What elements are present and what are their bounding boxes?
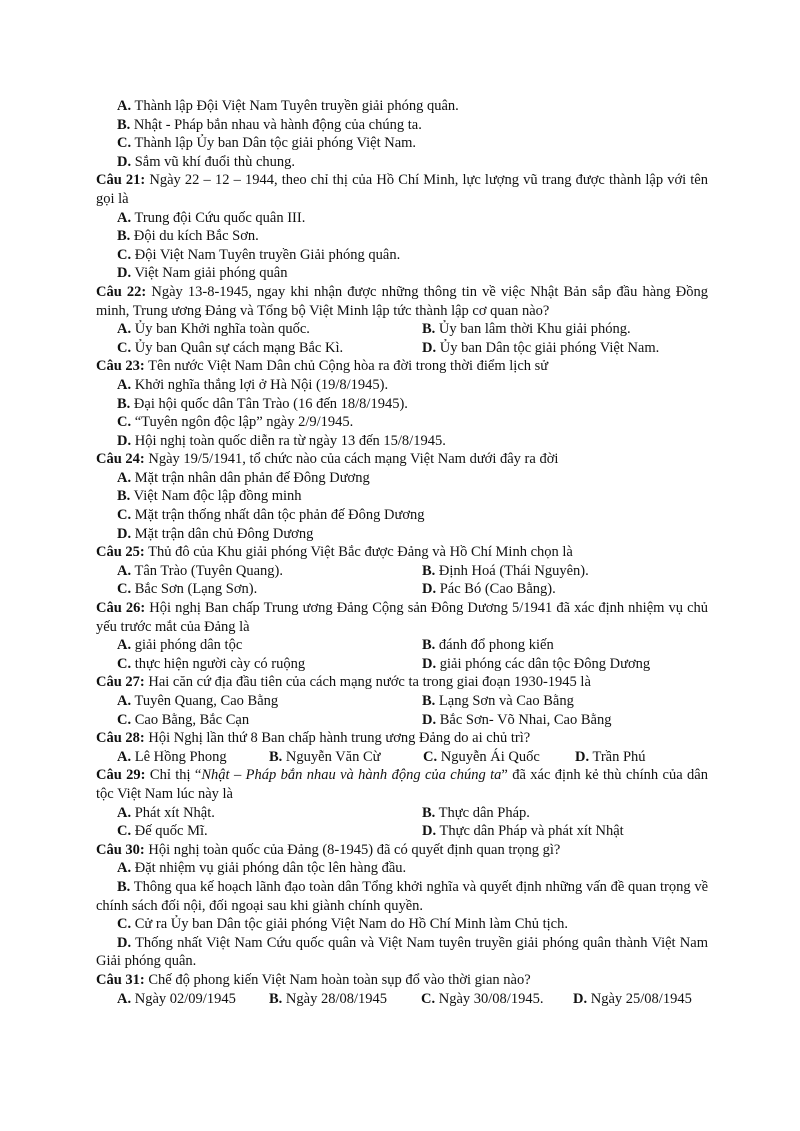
option-row (96, 636, 708, 655)
exam-page (96, 97, 708, 1008)
option-a: A. Tân Trào (Tuyên Quang). (117, 562, 283, 579)
option-row (96, 804, 708, 823)
option-row (96, 655, 708, 674)
option-row (96, 990, 708, 1009)
option-line: C. Đội Việt Nam Tuyên truyền Giải phóng quân. (117, 246, 401, 263)
question-21: Câu 21: Ngày 22 – 12 – 1944, theo chỉ thị của Hồ Chí Minh, lực lượng vũ trang được thành lập với tên gọi là (96, 172, 708, 207)
option-row (96, 562, 708, 581)
question-27: Câu 27: Hai căn cứ địa đầu tiên của cách mạng nước ta trong giai đoạn 1930-1945 là (96, 674, 591, 691)
option-line: B. Đội du kích Bắc Sơn. (117, 228, 259, 245)
option-a: A. giải phóng dân tộc (117, 637, 243, 654)
option-line: A. Khởi nghĩa thắng lợi ở Hà Nội (19/8/1945). (117, 376, 389, 393)
question-23: Câu 23: Tên nước Việt Nam Dân chủ Cộng hòa ra đời trong thời điểm lịch sử (96, 358, 549, 375)
option-a: A. Ngày 02/09/1945 (117, 990, 236, 1007)
option-a: A. Phát xít Nhật. (117, 804, 215, 821)
question-25: Câu 25: Thủ đô của Khu giải phóng Việt Bắc được Đảng và Hồ Chí Minh chọn là (96, 544, 573, 561)
option-d: D. giải phóng các dân tộc Đông Dương (422, 655, 651, 672)
option-line: C. Mặt trận thống nhất dân tộc phản đế Đông Dương (117, 507, 425, 524)
option-c: C. Bắc Sơn (Lạng Sơn). (117, 581, 258, 598)
option-line: D. Hội nghị toàn quốc diễn ra từ ngày 13 đến 15/8/1945. (117, 432, 446, 449)
option-b: B. Nguyễn Văn Cừ (269, 748, 381, 765)
option-line: A. Mặt trận nhân dân phản đế Đông Dương (117, 469, 370, 486)
option-b: B. Ngày 28/08/1945 (269, 990, 388, 1007)
option-line: B. Việt Nam độc lập đồng minh (117, 488, 302, 505)
option-a: A. Lê Hồng Phong (117, 748, 227, 765)
option-b: B. đánh đổ phong kiến (422, 637, 554, 654)
option-line: B. Nhật - Pháp bắn nhau và hành động của chúng ta. (117, 116, 422, 133)
option-line: C. Cử ra Ủy ban Dân tộc giải phóng Việt Nam do Hồ Chí Minh làm Chủ tịch. (117, 916, 568, 933)
option-line: A. Trung đội Cứu quốc quân III. (117, 209, 306, 226)
option-line: D. Thống nhất Việt Nam Cứu quốc quân và Việt Nam tuyên truyền giải phóng quân thành Việt Nam Giải phóng quân. (96, 934, 708, 970)
question-29: Câu 29: Chỉ thị “Nhật – Pháp bắn nhau và hành động của chúng ta” đã xác định kẻ thù chính của dân tộc Việt Nam lúc này là (96, 767, 708, 802)
option-line: D. Sắm vũ khí đuổi thù chung. (117, 153, 296, 170)
option-a: A. Ủy ban Khởi nghĩa toàn quốc. (117, 321, 310, 338)
option-c: C. Ngày 30/08/1945. (421, 990, 544, 1007)
option-line: D. Việt Nam giải phóng quân (117, 265, 288, 282)
option-row (96, 339, 708, 358)
option-a: A. Tuyên Quang, Cao Bằng (117, 693, 279, 709)
option-line: B. Đại hội quốc dân Tân Trào (16 đến 18/8/1945). (117, 395, 408, 412)
option-c: C. Nguyễn Ái Quốc (423, 748, 540, 765)
option-row (96, 711, 708, 730)
option-d: D. Trần Phú (575, 748, 646, 765)
option-d: D. Bắc Sơn- Võ Nhai, Cao Bằng (422, 711, 612, 728)
question-28: Câu 28: Hội Nghị lần thứ 8 Ban chấp hành trung ương Đảng do ai chủ trì? (96, 730, 531, 747)
option-d: D. Pác Bó (Cao Bằng). (422, 581, 556, 598)
option-b: B. Định Hoá (Thái Nguyên). (422, 562, 589, 579)
option-c: C. Cao Bằng, Bắc Cạn (117, 711, 250, 728)
option-line: B. Thông qua kế hoạch lãnh đạo toàn dân Tổng khởi nghĩa và quyết định những vấn đề quan trọng về chính sách đối nội, đối ngoại sau khi giành chính quyền. (96, 878, 708, 914)
option-line: A. Thành lập Đội Việt Nam Tuyên truyền giải phóng quân. (117, 98, 459, 114)
option-row (96, 320, 708, 339)
option-line: A. Đặt nhiệm vụ giải phóng dân tộc lên hàng đầu. (117, 860, 407, 877)
option-b: B. Thực dân Pháp. (422, 804, 530, 821)
question-30: Câu 30: Hội nghị toàn quốc của Đảng (8-1945) đã có quyết định quan trọng gì? (96, 841, 561, 858)
option-d: D. Ủy ban Dân tộc giải phóng Việt Nam. (422, 339, 660, 356)
option-c: C. Đế quốc Mĩ. (117, 823, 208, 840)
option-line: C. Thành lập Ủy ban Dân tộc giải phóng Việt Nam. (117, 135, 417, 152)
option-b: B. Lạng Sơn và Cao Bằng (422, 693, 574, 709)
option-c: C. Ủy ban Quân sự cách mạng Bắc Kì. (117, 339, 344, 356)
question-26: Câu 26: Hội nghị Ban chấp Trung ương Đảng Cộng sản Đông Dương 5/1941 đã xác định nhiệm vụ chủ yếu trước mắt của Đảng là (96, 600, 709, 635)
option-d: D. Ngày 25/08/1945 (573, 990, 692, 1007)
option-row (96, 748, 708, 767)
option-line: C. “Tuyên ngôn độc lập” ngày 2/9/1945. (117, 414, 354, 431)
option-b: B. Ủy ban lâm thời Khu giải phóng. (422, 321, 631, 338)
option-row (96, 692, 708, 711)
question-22: Câu 22: Ngày 13-8-1945, ngay khi nhận được những thông tin về việc Nhật Bản sắp đầu hàng Đồng minh, Trung ương Đảng và Tổng bộ Việt Minh lập tức thành lập cơ quan nào? (96, 283, 708, 319)
option-row (96, 822, 708, 841)
option-row (96, 580, 708, 599)
option-c: C. thực hiện người cày có ruộng (117, 655, 306, 672)
question-24: Câu 24: Ngày 19/5/1941, tổ chức nào của cách mạng Việt Nam dưới đây ra đời (96, 451, 559, 468)
option-line: D. Mặt trận dân chủ Đông Dương (117, 525, 314, 542)
question-31: Câu 31: Chế độ phong kiến Việt Nam hoàn toàn sụp đổ vào thời gian nào? (96, 971, 531, 988)
option-d: D. Thực dân Pháp và phát xít Nhật (422, 823, 624, 840)
